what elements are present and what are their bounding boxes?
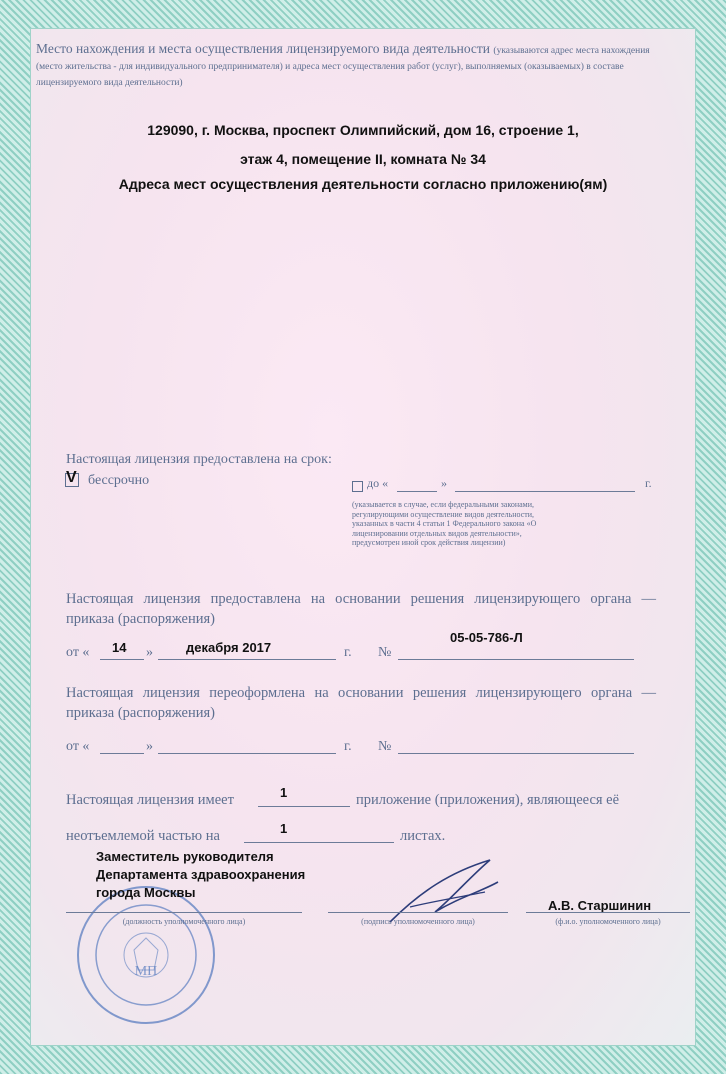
- reissued-day-close: »: [146, 739, 153, 754]
- name-caption: (ф.и.о. уполномоченного лица): [555, 917, 661, 926]
- granted-day-close: »: [146, 645, 153, 660]
- granted-text: Настоящая лицензия предоставлена на основании решения лицензирующего органа — приказа (распоряжения): [66, 591, 656, 627]
- appendix-text-after: приложение (приложения), являющееся её: [356, 792, 620, 808]
- granted-month-year: декабря 2017: [186, 640, 272, 655]
- name-line: [526, 912, 690, 913]
- term-label: Настоящая лицензия предоставлена на срок:: [66, 452, 332, 467]
- reissued-from-prefix: от «: [66, 739, 90, 754]
- position-caption: (должность уполномоченного лица): [122, 917, 246, 926]
- until-day-line: [397, 491, 437, 492]
- position-line: [66, 912, 302, 913]
- signature-line: [328, 912, 508, 913]
- granted-month-line: [158, 659, 336, 660]
- address-line-1: 129090, г. Москва, проспект Олимпийский, дом 16, строение 1,: [147, 122, 579, 138]
- reissued-number-line: [398, 753, 634, 754]
- term-note: (указывается в случае, если федеральными законами, регулирующими осуществление видов деятельности, указанных в части 4 статьи 1 Федерального закона «О лицензировании отдельных видов деятельности», предусмотрен иной срок действия лицензии): [352, 500, 537, 547]
- indefinite-label: бессрочно: [88, 473, 150, 488]
- signer-name: А.В. Старшинин: [548, 898, 652, 913]
- granted-number-label: №: [378, 645, 392, 660]
- reissued-month-line: [158, 753, 336, 754]
- until-mid: »: [441, 476, 447, 490]
- until-checkbox: [352, 479, 363, 497]
- check-mark: V: [66, 469, 77, 486]
- until-prefix: до «: [367, 476, 389, 490]
- reissued-text: Настоящая лицензия переоформлена на основании решения лицензирующего органа — приказа (распоряжения): [66, 685, 656, 721]
- reissued-day-line: [100, 753, 144, 754]
- appendix-count: 1: [280, 785, 288, 800]
- location-section-header: [36, 42, 676, 90]
- granted-number-line: [398, 659, 634, 660]
- appendix-count-line: [258, 806, 350, 807]
- appendix-sheets-line: [244, 842, 394, 843]
- granted-day: 14: [112, 640, 127, 655]
- stamp-mp: МП: [134, 964, 158, 979]
- reissued-year-suffix: г.: [344, 739, 352, 754]
- granted-from-prefix: от «: [66, 645, 90, 660]
- signer-position: Заместитель руководителя Департамента здравоохранения города Москвы: [96, 849, 306, 900]
- appendix-text-before: Настоящая лицензия имеет: [66, 792, 234, 808]
- appendix-sheets-before: неотъемлемой частью на: [66, 828, 220, 844]
- location-title: Место нахождения и места осуществления лицензируемого вида деятельности: [36, 41, 491, 56]
- address-line-2: этаж 4, помещение II, комната № 34: [240, 151, 486, 167]
- granted-day-line: [100, 659, 144, 660]
- appendix-sheets-after: листах.: [400, 828, 446, 844]
- until-year-suffix: г.: [645, 476, 652, 490]
- granted-number: 05-05-786-Л: [450, 630, 523, 645]
- appendix-sheets: 1: [280, 821, 288, 836]
- location-note: (указываются адрес места нахождения (место жительства - для индивидуального предпринимателя) и адреса мест осуществления работ (услуг), выполняемых (оказываемых) в составе лицензируемого вида деятельности): [36, 46, 650, 88]
- address-line-3: Адреса мест осуществления деятельности согласно приложению(ям): [118, 176, 608, 192]
- signature-caption: (подпись уполномоченного лица): [361, 917, 475, 926]
- until-month-line: [455, 491, 635, 492]
- granted-year-suffix: г.: [344, 645, 352, 660]
- reissued-number-label: №: [378, 739, 392, 754]
- official-stamp: [66, 880, 226, 1030]
